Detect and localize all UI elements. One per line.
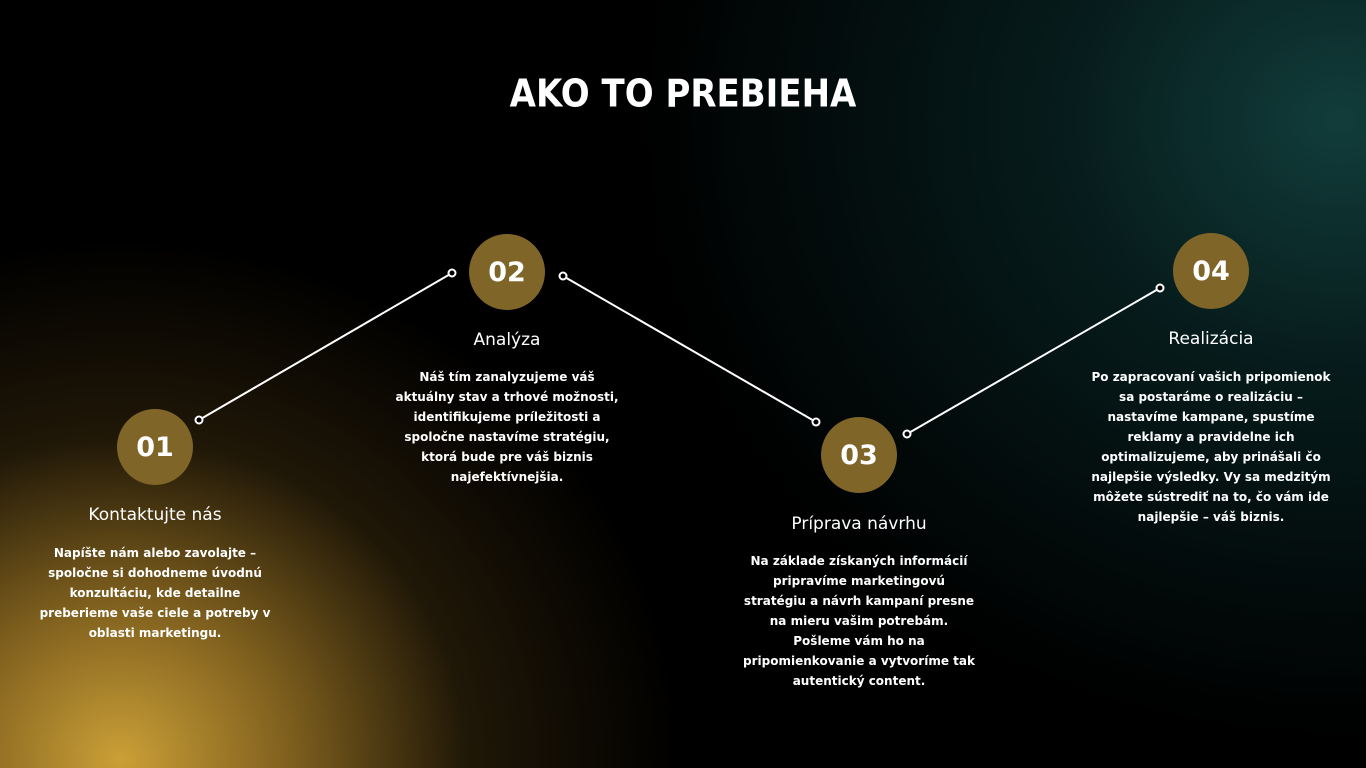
- step-02-description: Náš tím zanalyzujeme váš aktuálny stav a trhové možnosti, identifikujeme príležitosti a spoločne nastavíme stratégiu, ktorá bude pre váš biznis najefektívnejšia.: [395, 370, 619, 484]
- step-01-title: Kontaktujte nás: [88, 505, 222, 525]
- step-02-title: Analýza: [473, 330, 541, 350]
- step-04-title: Realizácia: [1168, 329, 1254, 349]
- connector-dot: [813, 419, 820, 426]
- step-03-title: Príprava návrhu: [791, 514, 927, 534]
- step-03-description: Na základe získaných informácií pripravíme marketingovú stratégiu a návrh kampaní presne na mieru vašim potrebám. Pošleme vám ho na pripomienkovanie a vytvoríme tak autentický content.: [743, 554, 975, 688]
- connector-dot: [560, 273, 567, 280]
- page-title: AKO TO PREBIEHA: [509, 71, 857, 117]
- step-01-description: Napíšte nám alebo zavolajte – spoločne si dohodneme úvodnú konzultáciu, kde detailne preberieme vaše ciele a potreby v oblasti marketingu.: [39, 546, 271, 640]
- step-03-number-badge: 03: [821, 417, 897, 493]
- step-04-description: Po zapracovaní vašich pripomienok sa postaráme o realizáciu – nastavíme kampane, spustíme reklamy a pravidelne ich optimalizujeme, aby prinášali čo najlepšie výsledky. Vy sa medzitým môžete sústrediť na to, čo vám ide najlepšie – váš biznis.: [1091, 370, 1331, 524]
- step-02-number-badge: 02: [469, 234, 545, 310]
- step-04-number-badge: 04: [1173, 233, 1249, 309]
- step-01-number-badge: 01: [117, 409, 193, 485]
- connector-dot: [904, 431, 911, 438]
- connector-dot: [449, 270, 456, 277]
- connector-dot: [196, 417, 203, 424]
- connector-dot: [1157, 285, 1164, 292]
